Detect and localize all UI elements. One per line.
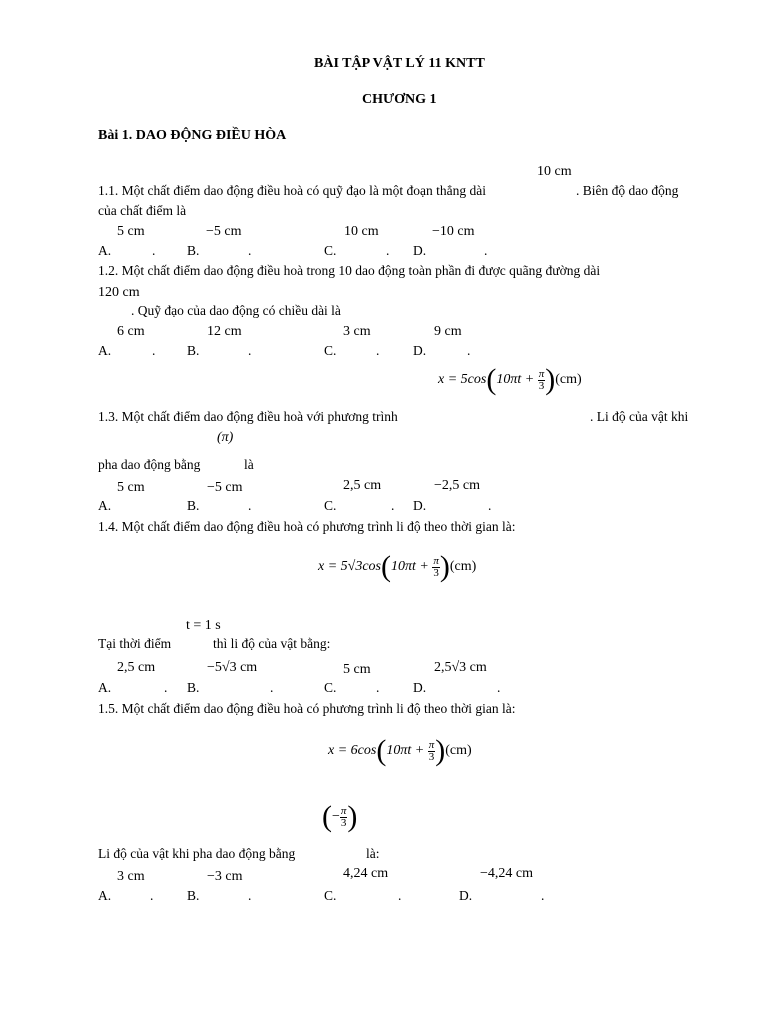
q2-option-c-label: C. <box>324 343 337 358</box>
q5-phase-fraction: $\frac{\pi}{3}$ <box>340 804 347 829</box>
q5-option-d-label: D. <box>459 888 473 903</box>
q1-option-c-dot: . <box>386 243 390 258</box>
document-title: BÀI TẬP VẬT LÝ 11 KNTT <box>314 56 485 71</box>
q5-text-line2: Li độ của vật khi pha dao động bằng <box>98 846 296 861</box>
q3-option-d-dot: . <box>488 498 492 513</box>
q5-eq-unit: (cm) <box>445 743 472 759</box>
q2-option-c-dot: . <box>376 343 380 358</box>
q5-option-a-label: A. <box>98 888 112 903</box>
q3-option-a-label: A. <box>98 498 112 513</box>
q4-option-d-dot: . <box>497 680 501 695</box>
q4-option-b-dot: . <box>270 680 274 695</box>
q1-option-a-value: 5 cm <box>117 224 145 239</box>
q5-phase-value <box>322 802 357 832</box>
q3-phase-value: (π) <box>217 430 234 445</box>
q4-option-a-dot: . <box>164 680 168 695</box>
q5-option-d-dot: . <box>541 888 545 903</box>
q4-option-b-label: B. <box>187 680 200 695</box>
q4-text-line2: Tại thời điểm <box>98 636 172 651</box>
q1-length-value: 10 cm <box>537 164 572 179</box>
q5-option-b-label: B. <box>187 888 200 903</box>
q2-option-a-value: 6 cm <box>117 324 145 339</box>
q4-option-c-value: 5 cm <box>343 662 371 677</box>
chapter-title: CHƯƠNG 1 <box>362 92 437 107</box>
q1-option-c-value: 10 cm <box>344 224 379 239</box>
q4-eq-close-paren: ) <box>439 550 450 583</box>
q3-option-c-value: 2,5 cm <box>343 478 382 493</box>
q3-text-line1-end: . Li độ của vật khi <box>590 409 689 424</box>
q1-option-d-value: −10 cm <box>432 224 475 239</box>
q2-option-d-label: D. <box>413 343 427 358</box>
q2-option-c-value: 3 cm <box>343 324 371 339</box>
q3-text-line2: pha dao động bằng <box>98 457 201 472</box>
q4-option-d-value: 2,5√3 cm <box>434 660 487 675</box>
q2-option-d-dot: . <box>467 343 471 358</box>
q1-option-a-dot: . <box>152 243 156 258</box>
q3-text-line1: 1.3. Một chất điểm dao động điều hoà với phương trình <box>98 409 398 424</box>
q3-option-b-value: −5 cm <box>207 480 243 495</box>
q2-option-b-value: 12 cm <box>207 324 242 339</box>
q5-eq-lhs: x = 6cos <box>328 743 377 759</box>
q4-text-line1: 1.4. Một chất điểm dao động điều hoà có phương trình li độ theo thời gian là: <box>98 519 516 534</box>
q4-eq-fraction: $\frac{\pi}{3}$ <box>433 554 439 579</box>
q1-text-line1: 1.1. Một chất điểm dao động điều hoà có quỹ đạo là một đoạn thẳng dài <box>98 183 487 198</box>
q2-text-line1: 1.2. Một chất điểm dao động điều hoà trong 10 dao động toàn phần đi được quãng đường dài <box>98 263 601 278</box>
q1-option-d-dot: . <box>484 243 488 258</box>
q3-option-b-label: B. <box>187 498 200 513</box>
q4-time-value: t = 1 s <box>186 618 221 633</box>
q3-option-d-value: −2,5 cm <box>434 478 480 493</box>
q1-text-line2: của chất điểm là <box>98 203 187 218</box>
q1-option-d-label: D. <box>413 243 427 258</box>
q3-eq-open-paren: ( <box>486 363 497 396</box>
q5-eq-arg: 10πt + <box>386 743 425 759</box>
q4-option-b-value: −5√3 cm <box>207 660 258 675</box>
q5-option-b-dot: . <box>248 888 252 903</box>
q4-eq-unit: (cm) <box>449 559 477 575</box>
q2-option-a-label: A. <box>98 343 112 358</box>
q5-option-a-value: 3 cm <box>117 869 145 884</box>
q5-text-line1: 1.5. Một chất điểm dao động điều hoà có phương trình li độ theo thời gian là: <box>98 701 516 716</box>
q5-option-a-dot: . <box>150 888 154 903</box>
q3-option-d-label: D. <box>413 498 427 513</box>
q5-phase-close-paren: ) <box>347 800 358 833</box>
q5-text-line2-end: là: <box>366 846 380 861</box>
q1-option-b-dot: . <box>248 243 252 258</box>
q4-option-a-label: A. <box>98 680 112 695</box>
q5-phase-sign: − <box>332 809 340 825</box>
q5-eq-fraction: $\frac{\pi}{3}$ <box>428 738 435 763</box>
q3-eq-fraction: $\frac{\pi}{3}$ <box>538 367 545 392</box>
q2-option-d-value: 9 cm <box>434 324 462 339</box>
q5-equation <box>328 736 472 766</box>
q4-option-d-label: D. <box>413 680 427 695</box>
q4-eq-open-paren: ( <box>381 550 392 583</box>
q2-option-b-label: B. <box>187 343 200 358</box>
q3-equation <box>438 365 582 395</box>
q3-eq-lhs: x = 5cos <box>438 372 487 388</box>
section-title: Bài 1. DAO ĐỘNG ĐIỀU HÒA <box>98 128 287 143</box>
q5-option-b-value: −3 cm <box>207 869 243 884</box>
q2-distance-value: 120 cm <box>98 285 140 300</box>
q2-text-line2: . Quỹ đạo của dao động có chiều dài là <box>131 303 341 318</box>
q3-option-c-label: C. <box>324 498 337 513</box>
q4-eq-lhs: x = 5√3cos <box>318 559 382 575</box>
q4-option-c-dot: . <box>376 680 380 695</box>
q3-eq-unit: (cm) <box>555 372 582 388</box>
q5-option-d-value: −4,24 cm <box>480 866 533 881</box>
q4-equation <box>318 552 476 582</box>
q3-option-c-dot: . <box>391 498 395 513</box>
q1-option-b-value: −5 cm <box>206 224 242 239</box>
q1-option-c-label: C. <box>324 243 337 258</box>
q5-option-c-dot: . <box>398 888 402 903</box>
q3-option-a-value: 5 cm <box>117 480 145 495</box>
q1-option-a-label: A. <box>98 243 112 258</box>
q5-phase-open-paren: ( <box>322 800 332 833</box>
q4-option-a-value: 2,5 cm <box>117 660 156 675</box>
q5-option-c-value: 4,24 cm <box>343 866 389 881</box>
q2-option-b-dot: . <box>248 343 252 358</box>
q5-eq-close-paren: ) <box>435 734 446 767</box>
q2-option-a-dot: . <box>152 343 156 358</box>
q4-text-line2-end: thì li độ của vật bằng: <box>213 636 331 651</box>
q4-option-c-label: C. <box>324 680 337 695</box>
q3-option-b-dot: . <box>248 498 252 513</box>
q1-text-line1-end: . Biên độ dao động <box>576 183 679 198</box>
q3-text-line2-end: là <box>244 457 254 472</box>
q1-option-b-label: B. <box>187 243 200 258</box>
q3-eq-close-paren: ) <box>545 363 556 396</box>
q5-option-c-label: C. <box>324 888 337 903</box>
q3-eq-arg: 10πt + <box>496 372 535 388</box>
q5-eq-open-paren: ( <box>376 734 387 767</box>
q4-eq-arg: 10πt + <box>391 559 429 575</box>
